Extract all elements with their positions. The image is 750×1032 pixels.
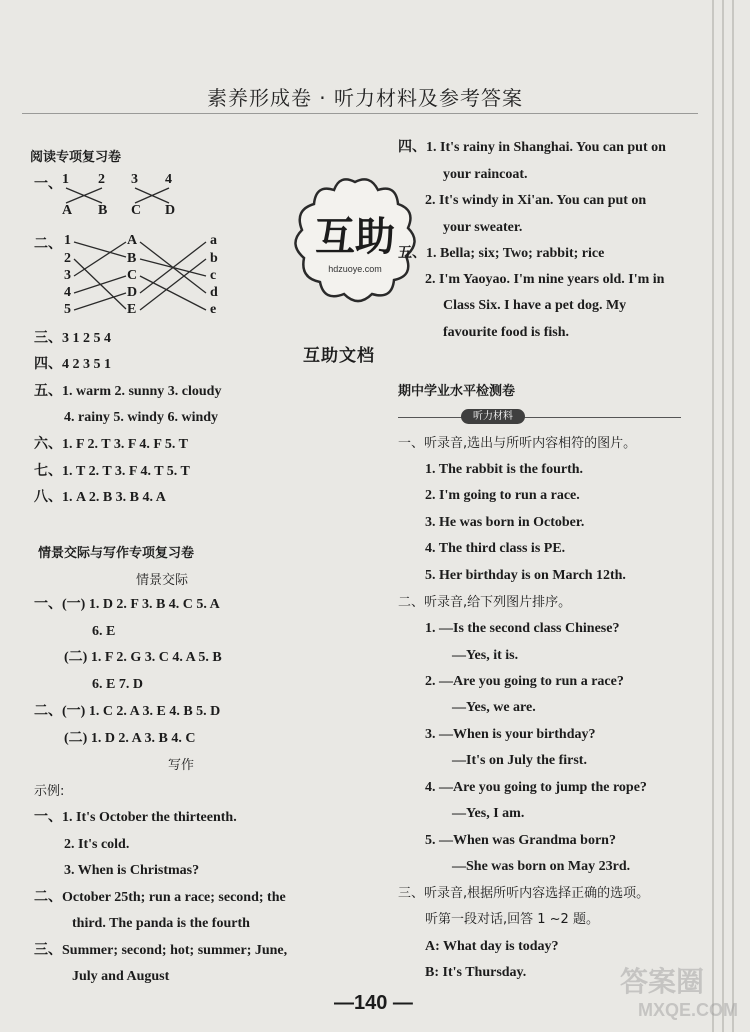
listening-badge: 听力材料 bbox=[461, 409, 525, 424]
match-bottom: D bbox=[165, 203, 176, 218]
match-low: c bbox=[210, 268, 217, 283]
listening-item: —Yes, it is. bbox=[452, 648, 519, 663]
match-cap: C bbox=[127, 268, 138, 283]
answer-line: 2. It's windy in Xi'an. You can put on bbox=[425, 193, 647, 208]
match-top: 4 bbox=[165, 172, 172, 187]
answer-line: 二、(一) 1. C 2. A 3. E 4. B 5. D bbox=[34, 704, 221, 719]
answer-line: 四、4 2 3 5 1 bbox=[34, 357, 111, 372]
answer-line: July and August bbox=[72, 969, 170, 984]
answer-line: (二) 1. D 2. A 3. B 4. C bbox=[64, 731, 196, 746]
match-bottom: B bbox=[98, 203, 108, 218]
answer-line: your raincoat. bbox=[443, 167, 528, 182]
page-number: —140 — bbox=[334, 992, 413, 1014]
answer-line: 二、October 25th; run a race; second; the bbox=[34, 890, 286, 905]
page-edge bbox=[712, 0, 714, 1032]
subsection-title: 情景交际 bbox=[136, 573, 189, 588]
listening-item: B: It's Thursday. bbox=[425, 965, 527, 980]
answer-line: 三、3 1 2 5 4 bbox=[34, 331, 111, 346]
match-num: 4 bbox=[64, 285, 71, 300]
match-top: 2 bbox=[98, 172, 105, 187]
pill-divider bbox=[398, 417, 681, 418]
answer-line: 七、1. T 2. T 3. F 4. T 5. T bbox=[34, 464, 190, 479]
answer-line: 2. I'm Yaoyao. I'm nine years old. I'm in bbox=[425, 272, 665, 287]
answer-line: (二) 1. F 2. G 3. C 4. A 5. B bbox=[64, 650, 222, 665]
match-num: 1 bbox=[64, 233, 71, 248]
listening-item: 2. —Are you going to run a race? bbox=[425, 674, 624, 689]
page-edge bbox=[732, 0, 734, 1032]
page-edge bbox=[722, 0, 724, 1032]
match-bottom: A bbox=[62, 203, 73, 218]
answer-line: 6. E bbox=[92, 624, 116, 639]
listening-item: —Yes, I am. bbox=[452, 806, 525, 821]
listening-item: —She was born on May 23rd. bbox=[452, 859, 631, 874]
answer-line: 八、1. A 2. B 3. B 4. A bbox=[34, 490, 166, 505]
match-num: 3 bbox=[64, 268, 71, 283]
answer-line: 4. rainy 5. windy 6. windy bbox=[64, 410, 219, 425]
question-subheading: 听第一段对话,回答 1 ~2 题。 bbox=[425, 912, 599, 927]
match-bottom: C bbox=[131, 203, 142, 218]
question-heading: 一、听录音,选出与所听内容相符的图片。 bbox=[398, 436, 637, 451]
listening-item: —Yes, we are. bbox=[452, 700, 536, 715]
q2-match-lines bbox=[70, 236, 215, 316]
answer-line: 一、1. It's October the thirteenth. bbox=[34, 810, 237, 825]
match-num: 5 bbox=[64, 302, 71, 317]
page-title: 素养形成卷 · 听力材料及参考答案 bbox=[206, 86, 524, 110]
section-title-communication: 情景交际与写作专项复习卷 bbox=[38, 546, 195, 561]
answer-line: 四、1. It's rainy in Shanghai. You can put on bbox=[398, 140, 666, 155]
example-label: 示例: bbox=[34, 784, 65, 799]
listening-item: —It's on July the first. bbox=[452, 753, 587, 768]
listening-item: 2. I'm going to run a race. bbox=[425, 488, 580, 503]
answer-line: 2. It's cold. bbox=[64, 837, 130, 852]
answer-line: 一、(一) 1. D 2. F 3. B 4. C 5. A bbox=[34, 597, 220, 612]
question-heading: 三、听录音,根据所听内容选择正确的选项。 bbox=[398, 886, 650, 901]
listening-item: 4. —Are you going to jump the rope? bbox=[425, 780, 647, 795]
listening-item: 3. —When is your birthday? bbox=[425, 727, 596, 742]
match-cap: D bbox=[127, 285, 138, 300]
watermark-url: MXQE.COM bbox=[638, 1000, 739, 1020]
subsection-title: 写作 bbox=[168, 758, 195, 773]
answer-line: third. The panda is the fourth bbox=[72, 916, 250, 931]
answer-line: 三、Summer; second; hot; summer; June, bbox=[34, 943, 288, 958]
q1-match-lines bbox=[60, 186, 180, 206]
listening-item: 3. He was born in October. bbox=[425, 515, 585, 530]
answer-line: 五、1. Bella; six; Two; rabbit; rice bbox=[398, 246, 605, 261]
stamp-text: 互助 bbox=[315, 214, 395, 260]
answer-line: 五、1. warm 2. sunny 3. cloudy bbox=[34, 384, 222, 399]
answer-line: 3. When is Christmas? bbox=[64, 863, 200, 878]
watermark-text: 答案圈 bbox=[620, 965, 705, 998]
listening-item: 1. The rabbit is the fourth. bbox=[425, 462, 584, 477]
match-low: a bbox=[210, 233, 217, 248]
q2-label: 二、 bbox=[34, 236, 62, 252]
match-top: 1 bbox=[62, 172, 69, 187]
answer-line: favourite food is fish. bbox=[443, 325, 569, 340]
answer-line: your sweater. bbox=[443, 220, 523, 235]
match-top: 3 bbox=[131, 172, 138, 187]
listening-item: 5. —When was Grandma born? bbox=[425, 833, 616, 848]
answer-line: 6. E 7. D bbox=[92, 677, 143, 692]
answer-line: 六、1. F 2. T 3. F 4. F 5. T bbox=[34, 437, 189, 452]
watermark-logo bbox=[612, 960, 742, 1028]
stamp-url: hdzuoye.com bbox=[328, 264, 382, 274]
match-num: 2 bbox=[64, 251, 71, 266]
answer-line: Class Six. I have a pet dog. My bbox=[443, 298, 627, 313]
title-divider bbox=[22, 113, 698, 114]
match-cap: B bbox=[127, 251, 137, 266]
match-low: d bbox=[210, 285, 218, 300]
listening-item: 1. —Is the second class Chinese? bbox=[425, 621, 620, 636]
match-cap: E bbox=[127, 302, 137, 317]
q1-label: 一、 bbox=[34, 176, 62, 192]
listening-item: 5. Her birthday is on March 12th. bbox=[425, 568, 626, 583]
match-low: e bbox=[210, 302, 217, 317]
section-title-reading: 阅读专项复习卷 bbox=[30, 150, 122, 165]
match-low: b bbox=[210, 251, 218, 266]
stamp-caption: 互助文档 bbox=[303, 346, 375, 366]
match-cap: A bbox=[127, 233, 138, 248]
question-heading: 二、听录音,给下列图片排序。 bbox=[398, 595, 572, 610]
listening-item: A: What day is today? bbox=[425, 939, 559, 954]
section-title-midterm: 期中学业水平检测卷 bbox=[398, 384, 516, 399]
listening-item: 4. The third class is PE. bbox=[425, 541, 566, 556]
hudong-stamp bbox=[290, 176, 420, 306]
